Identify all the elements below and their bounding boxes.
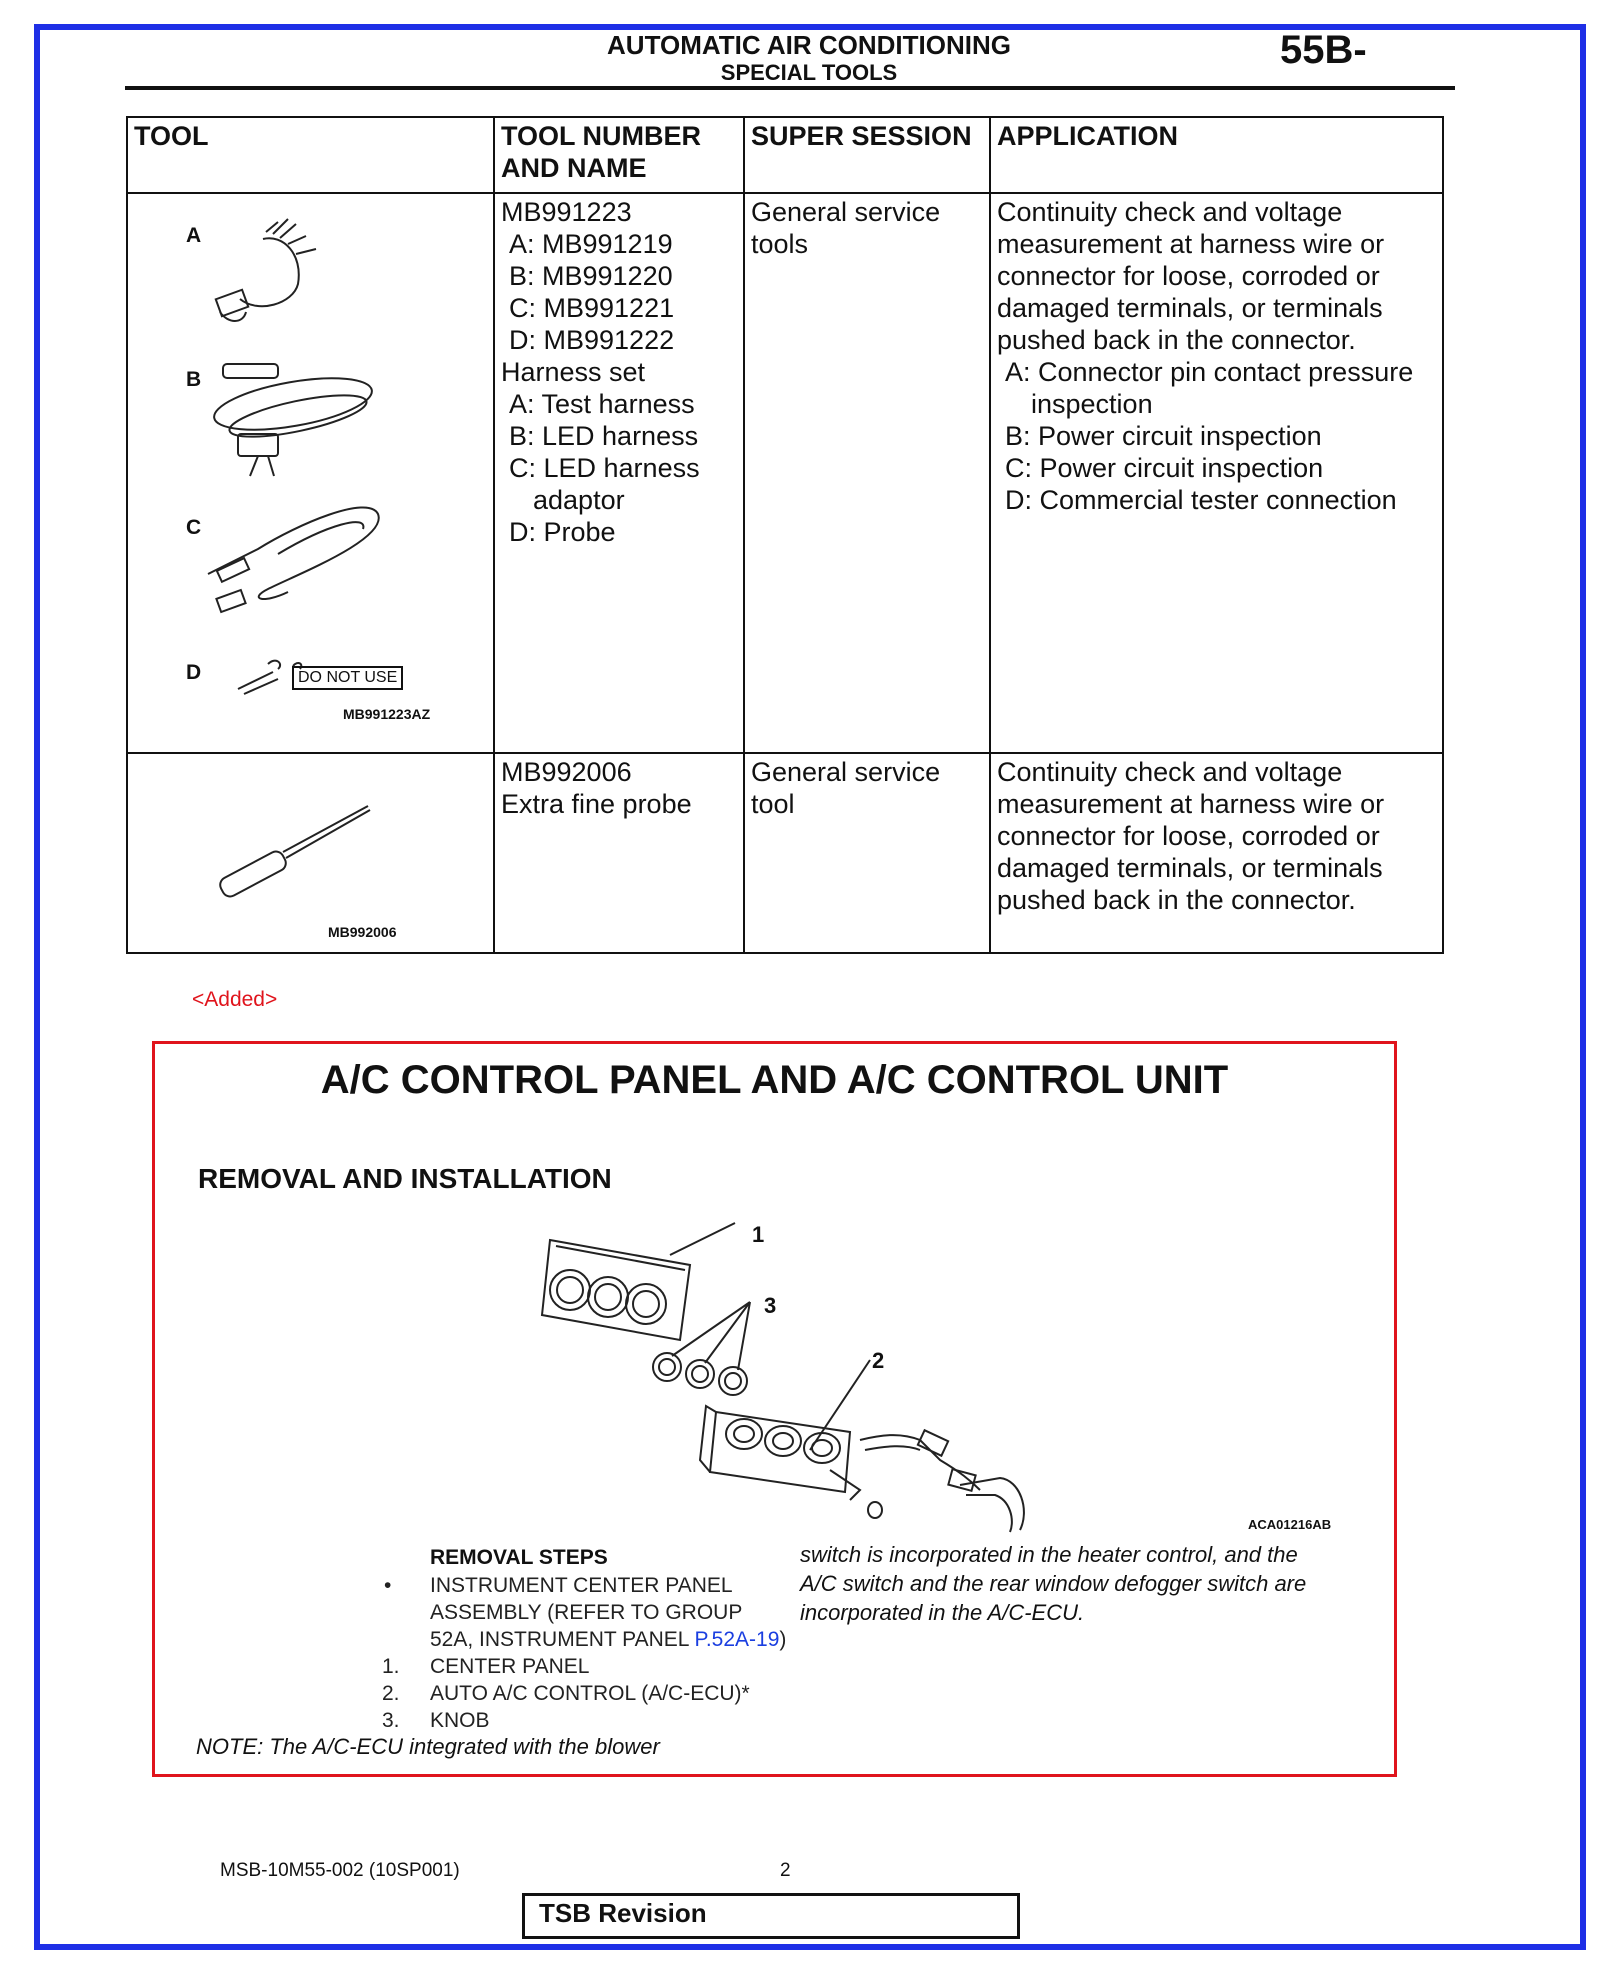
tool-image-code: MB992006 bbox=[328, 924, 397, 940]
col-header-application: APPLICATION bbox=[990, 117, 1443, 193]
note-line: switch is incorporated in the heater control, and the bbox=[800, 1542, 1298, 1567]
tool-number: MB992006 bbox=[501, 757, 632, 787]
application-item-d: D: Commercial tester connection bbox=[1005, 485, 1397, 515]
application-line: pushed back in the connector. bbox=[997, 885, 1356, 915]
step-bullet-line: INSTRUMENT CENTER PANEL bbox=[430, 1574, 733, 1597]
do-not-use-stamp: DO NOT USE bbox=[292, 666, 403, 690]
note-line: incorporated in the A/C-ECU. bbox=[800, 1600, 1085, 1625]
tool-number-cell bbox=[494, 193, 744, 753]
step-bullet-line-close: ) bbox=[779, 1628, 787, 1651]
led-harness-adaptor-drawing bbox=[208, 507, 379, 612]
application-line: Continuity check and voltage bbox=[997, 757, 1343, 787]
application-cell bbox=[990, 193, 1443, 753]
step-number: 2. bbox=[382, 1682, 400, 1705]
tool-label-b: B bbox=[186, 368, 202, 391]
callout-2: 2 bbox=[872, 1348, 885, 1373]
header-title: AUTOMATIC AIR CONDITIONING bbox=[607, 30, 1011, 60]
tool-name: Harness set bbox=[501, 357, 646, 387]
led-harness-drawing bbox=[210, 364, 375, 476]
application-line: measurement at harness wire or bbox=[997, 789, 1385, 819]
step-text: KNOB bbox=[430, 1709, 490, 1732]
list-item bbox=[382, 1680, 750, 1707]
extra-fine-probe-illustration bbox=[128, 754, 495, 954]
tool-image-cell bbox=[127, 753, 494, 953]
page-reference-link[interactable]: P.52A-19 bbox=[694, 1628, 780, 1651]
col-header-super-session: SUPER SESSION bbox=[744, 117, 990, 193]
connectors-drawing bbox=[860, 1430, 1024, 1532]
application-item-a-cont: inspection bbox=[1031, 389, 1153, 419]
step-bullet-line-text: 52A, INSTRUMENT PANEL bbox=[430, 1628, 695, 1651]
figure-code: ACA01216AB bbox=[1248, 1517, 1332, 1532]
tool-label-c: C bbox=[186, 516, 202, 539]
test-harness-drawing bbox=[216, 219, 316, 321]
tool-name-c-cont: adaptor bbox=[533, 485, 625, 515]
callout-3: 3 bbox=[764, 1293, 777, 1318]
application-line: pushed back in the connector. bbox=[997, 325, 1356, 355]
tool-name-a: A: Test harness bbox=[509, 389, 695, 419]
super-session-cell bbox=[744, 753, 990, 953]
tool-name-b: B: LED harness bbox=[509, 421, 699, 451]
tool-number: MB991223 bbox=[501, 197, 632, 227]
section-number: 55B- bbox=[1280, 28, 1367, 72]
section-title: A/C CONTROL PANEL AND A/C CONTROL UNIT bbox=[320, 1058, 1229, 1102]
table-row bbox=[127, 753, 1443, 953]
removal-diagram bbox=[520, 1210, 1420, 1540]
step-text: CENTER PANEL bbox=[430, 1655, 590, 1678]
list-item bbox=[382, 1707, 750, 1734]
application-line: Continuity check and voltage bbox=[997, 197, 1343, 227]
step-text: AUTO A/C CONTROL (A/C-ECU)* bbox=[430, 1682, 750, 1705]
tool-number-a: A: MB991219 bbox=[509, 229, 673, 259]
step-number: 3. bbox=[382, 1709, 400, 1732]
step-number: 1. bbox=[382, 1655, 400, 1678]
tool-name-d: D: Probe bbox=[509, 517, 616, 547]
application-item-a: A: Connector pin contact pressure bbox=[1005, 357, 1414, 387]
tool-number-d: D: MB991222 bbox=[509, 325, 675, 355]
step-bullet-text bbox=[430, 1572, 786, 1653]
special-tools-table bbox=[126, 116, 1444, 954]
header-subtitle: SPECIAL TOOLS bbox=[720, 60, 898, 85]
super-session-line: General service bbox=[751, 197, 941, 227]
step-bullet-line: ASSEMBLY (REFER TO GROUP bbox=[430, 1601, 743, 1624]
tool-number-cell bbox=[494, 753, 744, 953]
step-bullet: • bbox=[384, 1574, 392, 1597]
tool-image-cell bbox=[127, 193, 494, 753]
section-subtitle: REMOVAL AND INSTALLATION bbox=[198, 1163, 612, 1194]
tool-name: Extra fine probe bbox=[501, 789, 692, 819]
col-header-tool: TOOL bbox=[127, 117, 494, 193]
ac-control-unit-drawing bbox=[700, 1406, 882, 1518]
tool-number-c: C: MB991221 bbox=[509, 293, 675, 323]
removal-steps-heading: REMOVAL STEPS bbox=[430, 1546, 608, 1569]
document-code: MSB-10M55-002 (10SP001) bbox=[220, 1860, 460, 1881]
tool-name-c: C: LED harness bbox=[509, 453, 700, 483]
added-marker: <Added> bbox=[192, 988, 278, 1011]
super-session-line: tools bbox=[751, 229, 809, 259]
application-line: damaged terminals, or terminals bbox=[997, 293, 1383, 323]
step-bullet-line bbox=[430, 1626, 786, 1653]
super-session-cell bbox=[744, 193, 990, 753]
application-item-c: C: Power circuit inspection bbox=[1005, 453, 1324, 483]
header-rule bbox=[125, 86, 1455, 90]
application-line: damaged terminals, or terminals bbox=[997, 853, 1383, 883]
center-panel-drawing bbox=[542, 1240, 690, 1340]
application-line: connector for loose, corroded or bbox=[997, 261, 1380, 291]
application-line: connector for loose, corroded or bbox=[997, 821, 1380, 851]
steps-list bbox=[382, 1653, 750, 1734]
tool-number-b: B: MB991220 bbox=[509, 261, 673, 291]
list-item bbox=[382, 1653, 750, 1680]
application-item-b: B: Power circuit inspection bbox=[1005, 421, 1322, 451]
callout-1: 1 bbox=[752, 1222, 765, 1247]
table-header-row bbox=[127, 117, 1443, 193]
application-line: measurement at harness wire or bbox=[997, 229, 1385, 259]
tool-image-code: MB991223AZ bbox=[343, 706, 431, 722]
page-number: 2 bbox=[780, 1860, 791, 1881]
tsb-revision-box: TSB Revision bbox=[522, 1893, 1020, 1939]
table-row bbox=[127, 193, 1443, 753]
super-session-line: General service bbox=[751, 757, 941, 787]
note-continuation bbox=[800, 1540, 1306, 1627]
application-cell bbox=[990, 753, 1443, 953]
tool-label-d: D bbox=[186, 661, 202, 684]
note-line: A/C switch and the rear window defogger switch are bbox=[800, 1571, 1307, 1596]
col-header-tool-number: TOOL NUMBER AND NAME bbox=[494, 117, 744, 193]
super-session-line: tool bbox=[751, 789, 795, 819]
tool-label-a: A bbox=[186, 224, 202, 247]
note-text: NOTE: The A/C-ECU integrated with the blower bbox=[196, 1734, 660, 1759]
knobs-drawing bbox=[653, 1353, 747, 1395]
